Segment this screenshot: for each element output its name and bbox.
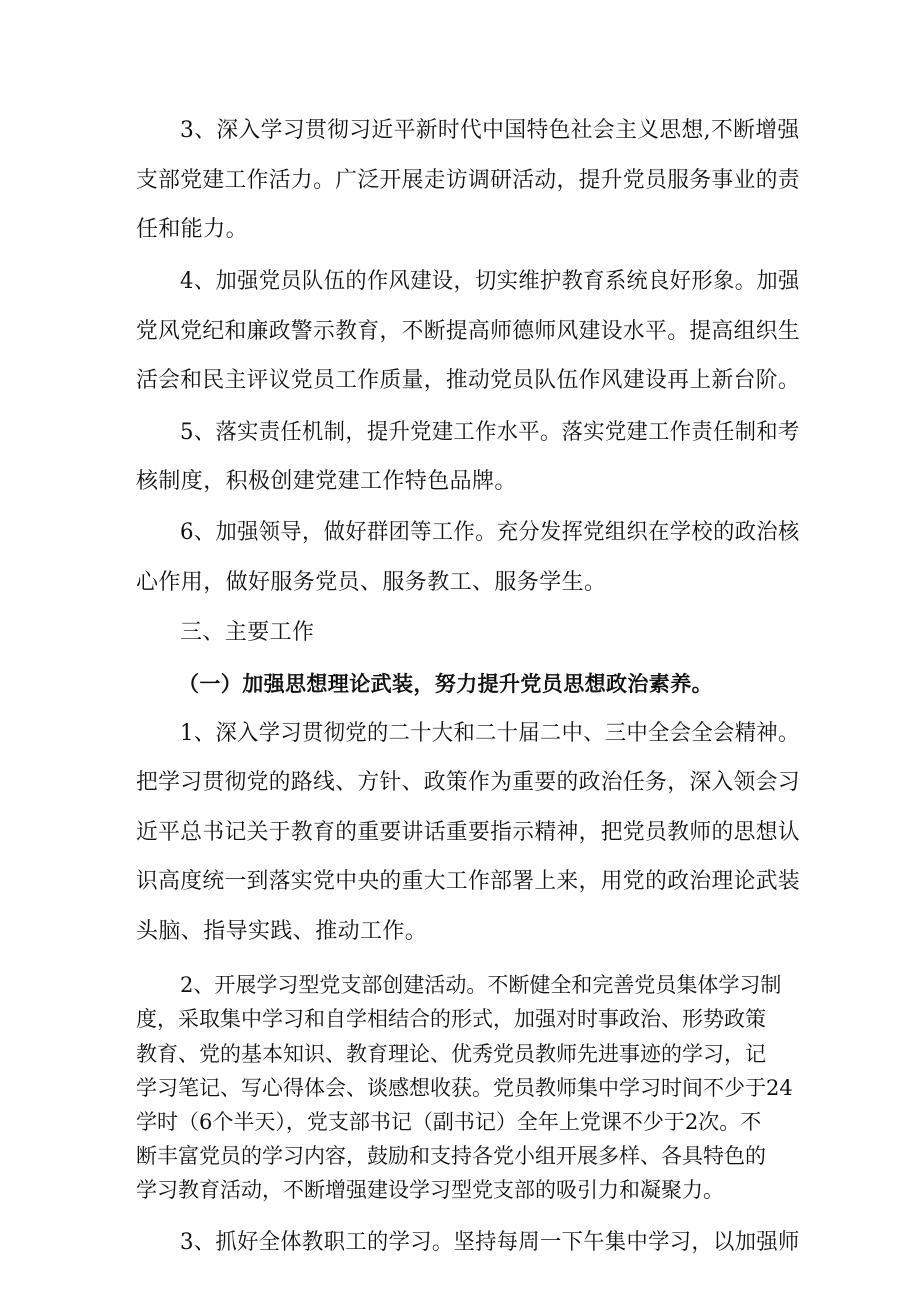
para-3-line-3: 任和能力。 bbox=[136, 217, 249, 242]
item-2-line-7: 学习教育活动，不断增强建设学习型党支部的吸引力和凝聚力。 bbox=[136, 1178, 724, 1202]
item-1-line-4: 识高度统一到落实党中央的重大工作部署上来，用党的政治理论武装 bbox=[136, 869, 801, 894]
item-3-line-1: 3、抓好全体教职工的学习。坚持每周一下午集中学习，以加强师 bbox=[180, 1230, 800, 1255]
item-2-line-2: 度，采取集中学习和自学相结合的形式，加强对时事政治、形势政策 bbox=[136, 1007, 766, 1031]
item-1-line-5: 头脑、指导实践、推动工作。 bbox=[136, 919, 428, 944]
para-6-line-1: 6、加强领导，做好群团等工作。充分发挥党组织在学校的政治核 bbox=[180, 520, 800, 545]
item-2-line-6: 断丰富党员的学习内容，鼓励和支持各党小组开展多样、各具特色的 bbox=[136, 1144, 766, 1168]
para-5-line-2: 核制度，积极创建党建工作特色品牌。 bbox=[136, 469, 517, 494]
section-heading: 三、主要工作 bbox=[180, 620, 315, 645]
item-2-line-4: 学习笔记、写心得体会、谈感想收获。党员教师集中学习时间不少于24 bbox=[136, 1076, 793, 1100]
subsection-heading: （一）加强思想理论武装，努力提升党员思想政治素养。 bbox=[178, 672, 713, 696]
item-2-line-3: 教育、党的基本知识、教育理论、优秀党员教师先进事迹的学习，记 bbox=[136, 1042, 766, 1066]
para-6-line-2: 心作用，做好服务党员、服务教工、服务学生。 bbox=[136, 570, 607, 595]
item-1-line-3: 近平总书记关于教育的重要讲话重要指示精神，把党员教师的思想认 bbox=[136, 820, 801, 845]
para-3-line-2: 支部党建工作活力。广泛开展走访调研活动，提升党员服务事业的责 bbox=[136, 168, 801, 193]
item-1-line-1: 1、深入学习贯彻党的二十大和二十届二中、三中全会全会精神。 bbox=[180, 721, 800, 746]
item-2-line-1: 2、开展学习型党支部创建活动。不断健全和完善党员集体学习制 bbox=[180, 973, 782, 997]
para-4-line-1: 4、加强党员队伍的作风建设，切实维护教育系统良好形象。加强 bbox=[180, 269, 800, 294]
item-1-line-2: 把学习贯彻党的路线、方针、政策作为重要的政治任务，深入领会习 bbox=[136, 770, 801, 795]
para-3-line-1: 3、深入学习贯彻习近平新时代中国特色社会主义思想,不断增强 bbox=[180, 118, 800, 143]
para-4-line-3: 活会和民主评议党员工作质量，推动党员队伍作风建设再上新台阶。 bbox=[136, 368, 801, 393]
para-4-line-2: 党风党纪和廉政警示教育，不断提高师德师风建设水平。提高组织生 bbox=[136, 319, 801, 344]
para-5-line-1: 5、落实责任机制，提升党建工作水平。落实党建工作责任制和考 bbox=[180, 420, 800, 445]
item-2-line-5: 学时（6个半天），党支部书记（副书记）全年上党课不少于2次。不 bbox=[136, 1110, 762, 1134]
